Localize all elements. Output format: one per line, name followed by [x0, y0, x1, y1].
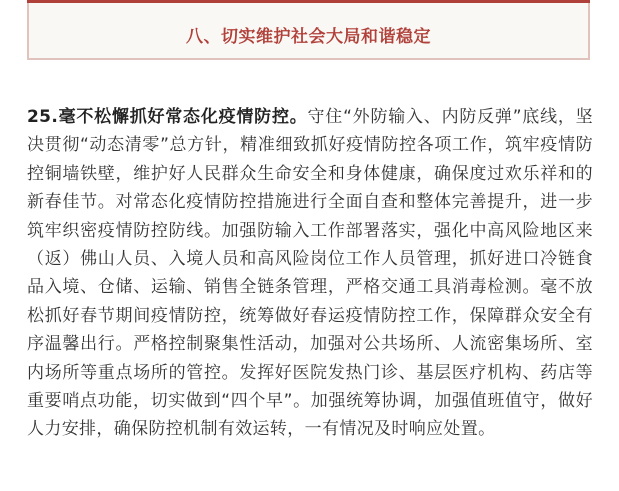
paragraph-lead: 25.毫不松懈抓好常态化疫情防控。	[27, 107, 308, 127]
heading-top-rule	[27, 0, 590, 3]
section-heading: 八、切实维护社会大局和谐稳定	[186, 27, 431, 47]
paragraph-body: 守住“外防输入、内防反弹”底线，坚决贯彻“动态清零”总方针，精准细致抓好疫情防控各项工作，筑牢疫情防控铜墙铁壁，维护好人民群众生命安全和身体健康，确保度过欢乐祥和的新春佳节。对常态化疫情防控措施进行全面自查和整体完善提升，进一步筑牢织密疫情防控防线。加强防输入工作部署落实，强化中高风险地区来（返）佛山人员、入境人员和高风险岗位工作人员管理，抓好进口冷链食品入境、仓储、运输、销售全链条管理，严格交通工具消毒检测。毫不放松抓好春节期间疫情防控，统筹做好春运疫情防控工作，保障群众安全有序温馨出行。严格控制聚集性活动，加强对公共场所、人流密集场所、室内场所等重点场所的管控。发挥好医院发热门诊、基层医疗机构、药店等重要哨点功能，切实做到“四个早”。加强统筹协调，加强值班值守，做好人力安排，确保防控机制有效运转，一有情况及时响应处置。	[27, 107, 593, 440]
article-paragraph	[27, 103, 593, 444]
section-heading-box	[27, 0, 590, 60]
